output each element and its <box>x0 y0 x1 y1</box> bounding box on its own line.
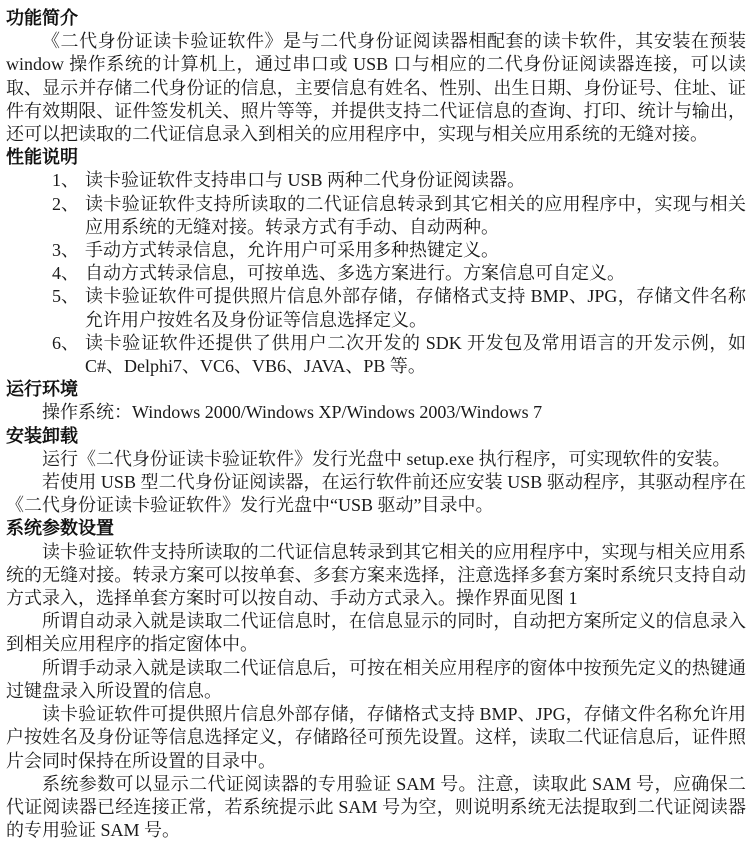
performance-list <box>6 169 746 378</box>
list-item-1 <box>6 169 746 192</box>
list-item-6-number: 6、 <box>52 332 79 353</box>
paragraph-sam-number: 系统参数可以显示二代证阅读器的专用验证 SAM 号。注意，读取此 SAM 号，应确保二代证阅读器已经连接正常，若系统提示此 SAM 号为空，则说明系统无法提取到二代证阅读器的专用验证 SAM 号。 <box>6 773 746 841</box>
list-item-6-text: 读卡验证软件还提供了供用户二次开发的 SDK 开发包及常用语言的开发示例，如 C#、Delphi7、VC6、VB6、JAVA、PB 等。 <box>85 332 746 377</box>
list-item-2 <box>6 193 746 239</box>
list-item-3-text: 手动方式转录信息，允许用户可采用多种热键定义。 <box>85 240 499 261</box>
list-item-4 <box>6 262 746 285</box>
list-item-4-text: 自动方式转录信息，可按单选、多选方案进行。方案信息可自定义。 <box>85 263 625 284</box>
paragraph-auto-entry: 所谓自动录入就是读取二代证信息时，在信息显示的同时，自动把方案所定义的信息录入到相关应用程序的指定窗体中。 <box>6 611 746 655</box>
list-item-1-number: 1、 <box>52 170 79 191</box>
list-item-2-text: 读卡验证软件支持所读取的二代证信息转录到其它相关的应用程序中，实现与相关应用系统的无缝对接。转录方式有手动、自动两种。 <box>85 193 746 237</box>
section-heading-features: 功能简介 <box>6 8 78 28</box>
paragraph-os-support: 操作系统：Windows 2000/Windows XP/Windows 2003/Windows 7 <box>42 402 543 423</box>
paragraph-manual-entry: 所谓手动录入就是读取二代证信息后，可按在相关应用程序的窗体中按预先定义的热键通过键盘录入所设置的信息。 <box>6 657 746 701</box>
section-heading-environment: 运行环境 <box>6 379 78 400</box>
paragraph-usb-driver: 若使用 USB 型二代身份证阅读器，在运行软件前还应安装 USB 驱动程序，其驱动程序在《二代身份证读卡验证软件》发行光盘中“USB 驱动”目录中。 <box>6 472 746 516</box>
section-heading-performance: 性能说明 <box>6 147 78 168</box>
list-item-5-text: 读卡验证软件可提供照片信息外部存储，存储格式支持 BMP、JPG，存储文件名称允许用户按姓名及身份证等信息选择定义。 <box>85 286 746 330</box>
section-heading-install: 安装卸载 <box>6 425 78 446</box>
list-item-4-number: 4、 <box>52 263 79 284</box>
list-item-5-number: 5、 <box>52 286 79 307</box>
section-heading-system-params: 系统参数设置 <box>6 518 114 539</box>
paragraph-features-intro: 《二代身份证读卡验证软件》是与二代身份证阅读器相配套的读卡软件，其安装在预装 window 操作系统的计算机上，通过串口或 USB 口与相应的二代身份证阅读器连接，可以读取、显示并存储二代身份证的信息，主要信息有姓名、性别、出生日期、身份证号、住址、证件有效期限、证件签发机关、照片等等，并提供支持二代证信息的查询、打印、统计与输出，还可以把读取的二代证信息录入到相关的应用程序中，实现与相关应用系统的无缝对接。 <box>6 31 746 145</box>
list-item-3-number: 3、 <box>52 240 79 261</box>
list-item-5 <box>6 285 746 331</box>
paragraph-install-setup: 运行《二代身份证读卡验证软件》发行光盘中 setup.exe 执行程序，可实现软件的安装。 <box>42 448 731 469</box>
list-item-6 <box>6 332 746 378</box>
list-item-3 <box>6 239 746 262</box>
paragraph-transcribe-schemes: 读卡验证软件支持所读取的二代证信息转录到其它相关的应用程序中，实现与相关应用系统的无缝对接。转录方案可以按单套、多套方案来选择，注意选择多套方案时系统只支持自动方式录入，选择单套方案时可以按自动、手动方式录入。操作界面见图 1 <box>6 541 746 609</box>
paragraph-photo-storage: 读卡验证软件可提供照片信息外部存储，存储格式支持 BMP、JPG，存储文件名称允许用户按姓名及身份证等信息选择定义，存储路径可预先设置。这样，读取二代证信息后，证件照片会同时保持在所设置的目录中。 <box>6 704 746 771</box>
list-item-2-number: 2、 <box>52 193 79 214</box>
list-item-1-text: 读卡验证软件支持串口与 USB 两种二代身份证阅读器。 <box>85 170 526 191</box>
